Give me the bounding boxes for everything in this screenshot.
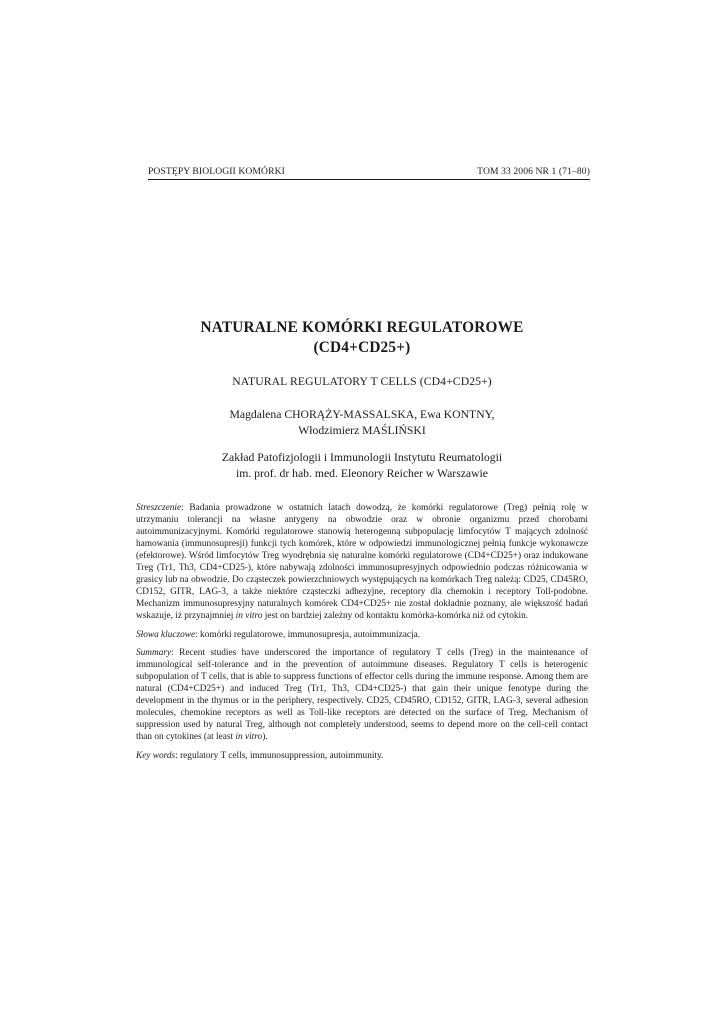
running-header [148,166,590,180]
journal-name: POSTĘPY BIOLOGII KOMÓRKI [148,166,285,177]
affiliation-line-1: Zakład Patofizjologii i Immunologii Instytutu Reumatologii [221,451,503,464]
summary-text-1: : Recent studies have underscored the importance of regulatory T cells (Treg) in the maintenance of immunological self-tolerance and in the prevention of autoimmune diseases. Regulatory T cells is heterogenic subpopulation of T cells, that is able to suppress functions of effector cells during the immune response. Among them are natural (CD4+CD25+) and induced Treg (Tr1, Th3, CD4+CD25-) that gain their unique fenotype during the development in the thymus or in the periphery, respectively. CD25, CD45RO, CD152, GITR, LAG-3, several adhesion molecules, chemokine receptors as well as Toll-like receptors are detected on the surface of Treg. Mechanism of suppression used by natural Treg, although not completely understood, seems to depend more on the cell-cell contact than on cytokines (at least [136,648,588,742]
slowa-kluczowe-paragraph [136,629,588,641]
summary-label: Summary [136,648,172,658]
abstract-block [136,502,588,768]
english-title: NATURAL REGULATORY T CELLS (CD4+CD25+) [232,375,492,388]
slowa-kluczowe-label: Słowa kluczowe [136,629,196,640]
title-line-1: NATURALNE KOMÓRKI REGULATOROWE [200,319,524,336]
summary-text-2: ). [262,732,268,742]
article-title [0,318,724,358]
slowa-kluczowe-text: : komórki regulatorowe, immunosupresja, autoimmunizacja. [195,629,421,640]
title-line-2: (CD4+CD25+) [313,339,411,356]
streszczenie-label: Streszczenie [136,503,182,513]
streszczenie-text-2: jest on bardziej zależny od kontaktu komórka-komórka niż od cytokin. [262,611,529,621]
streszczenie-paragraph [136,502,588,622]
streszczenie-italic: in vitro [235,611,263,621]
streszczenie-text-1: : Badania prowadzone w ostatnich latach dowodzą, że komórki regulatorowe (Treg) pełnią rolę w utrzymaniu tolerancji na własne antygeny na obwodzie oraz w obronie organizmu przed chorobami autoimmunizacyjnymi. Komórki regulatorowe stanowią heterogenną subpopulację limfocytów T mających zdolność hamowania (immunosupresji) funkcji tych komórek, które w odpowiedzi immunologicznej pełnią funkcje wykonawcze (efektorowe). Wśród limfocytów Treg wyodrębnia się naturalne komórki regulatorowe (CD4+CD25+) oraz indukowane Treg (Tr1, Th3, CD4+CD25-), które nabywają zdolności immunosupresyjnych odpowiednio podczas różnicowania w grasicy lub na obwodzie. Do cząsteczek powierzchniowych występujących na komórkach Treg należą: CD25, CD45RO, CD152, GITR, LAG-3, a także niektóre cząsteczki adhezyjne, receptory dla chemokin i receptory Toll-podobne. Mechanizm immunosupresyjny naturalnych komórek CD4+CD25+ nie został dokładnie poznany, ale większość badań wskazuje, iż przynajmniej [136,503,588,621]
authors [0,407,724,439]
authors-line-2: Włodzimierz MAŚLIŃSKI [298,424,426,437]
affiliation-line-2: im. prof. dr hab. med. Eleonory Reicher w Warszawie [236,467,488,480]
issue-info: TOM 33 2006 NR 1 (71–80) [477,166,590,177]
authors-line-1: Magdalena CHORĄŻY-MASSALSKA, Ewa KONTNY, [229,408,495,421]
affiliation [0,450,724,482]
key-words-paragraph [136,750,588,762]
summary-paragraph [136,647,588,743]
key-words-text: : regulatory T cells, immunosuppression, autoimmunity. [175,750,384,761]
summary-italic: in vitro [235,732,263,742]
key-words-label: Key words [136,750,176,761]
